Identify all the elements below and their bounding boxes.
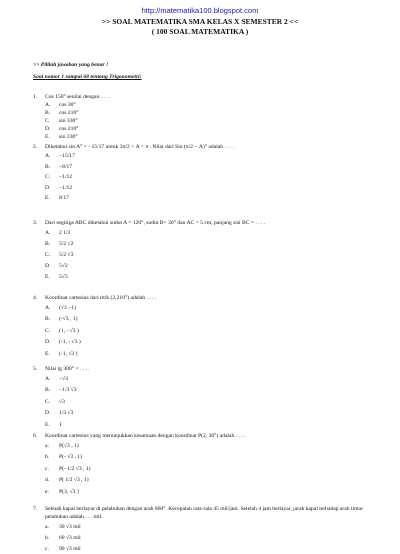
option-letter: A. <box>45 304 51 311</box>
answer-option <box>45 408 378 420</box>
option-text: (1, - √3 ) <box>59 327 79 334</box>
answer-option <box>45 486 378 498</box>
answer-option <box>45 452 378 464</box>
option-text: cos 210° <box>59 110 79 116</box>
option-text: sin 330° <box>59 134 78 140</box>
answer-option <box>45 183 378 194</box>
option-text: P(- 1/2 √3 , 1) <box>59 465 91 472</box>
option-letter: a. <box>45 442 49 449</box>
option-letter: E. <box>45 195 50 202</box>
option-text: 30 √3 mil <box>59 523 81 530</box>
answer-option <box>45 373 378 385</box>
option-text: (-√3 , 1) <box>59 316 78 323</box>
option-letter: B. <box>45 240 51 247</box>
question-stem <box>33 219 378 227</box>
option-text: (-1, - √3 ) <box>59 339 81 346</box>
answer-options <box>45 151 378 204</box>
answer-options <box>45 521 378 554</box>
answer-option <box>45 249 378 260</box>
answer-option <box>45 117 378 125</box>
option-letter: C. <box>45 327 51 334</box>
question-5 <box>33 365 378 431</box>
option-text: cos 210° <box>59 126 79 132</box>
option-letter: D. <box>45 262 51 269</box>
option-text: (√3 ,-1) <box>59 304 77 311</box>
answer-option <box>45 133 378 141</box>
option-text: 5/2 √3 <box>59 251 74 258</box>
answer-option <box>45 151 378 162</box>
option-text: P(√3 , 1) <box>59 442 79 449</box>
answer-option <box>45 101 378 109</box>
question-stem <box>33 505 378 521</box>
answer-option <box>45 385 378 397</box>
answer-options <box>45 373 378 431</box>
option-letter: C. <box>45 398 51 405</box>
document-title: >> SOAL MATEMATIKA SMA KELAS X SEMESTER 2 << <box>101 17 299 26</box>
answer-option <box>45 227 378 238</box>
section-heading: Soal nomor 1 sampai 68 tentang Trigonometri: <box>33 74 142 80</box>
option-letter: b. <box>45 534 50 541</box>
option-text: P(3, √3 ) <box>59 488 79 495</box>
option-letter: C. <box>45 251 51 258</box>
answer-option <box>45 440 378 452</box>
option-letter: B. <box>45 163 51 170</box>
answer-option <box>45 109 378 117</box>
option-text: √3 <box>59 398 65 405</box>
question-text: Koordinat cartesius dari titik (2,210°) adalah . . . . <box>45 295 157 301</box>
question-number: 5. <box>33 366 38 372</box>
option-letter: A. <box>45 153 51 160</box>
option-text: 2 1/2 <box>59 229 71 236</box>
option-text: 60 √3 mil <box>59 534 81 541</box>
question-stem <box>33 365 378 373</box>
option-letter: d. <box>45 477 50 484</box>
option-letter: C. <box>45 174 51 181</box>
question-stem <box>33 432 378 440</box>
question-stem <box>33 93 378 101</box>
option-letter: D. <box>45 184 51 191</box>
option-letter: B. <box>45 316 51 323</box>
option-letter: E. <box>45 273 50 280</box>
question-text: Nilai tg 300° = . . . . <box>45 366 90 372</box>
answer-options <box>45 302 378 360</box>
answer-options <box>45 101 378 141</box>
option-letter: D. <box>45 339 51 346</box>
question-1 <box>33 93 378 141</box>
option-letter: D. <box>45 126 51 132</box>
option-text: −1/3 √3 <box>59 387 77 394</box>
question-4 <box>33 294 378 360</box>
question-text: Diketahui sin A° = −15/17 untuk 3π/2 < A < π . Nilai dari Sin (π/2 − A)° adalah . . . . <box>45 144 235 150</box>
option-text: sin 330° <box>59 118 78 124</box>
instruction-text: >> Pililah jawaban yang benar ! <box>33 62 109 68</box>
answer-option <box>45 162 378 173</box>
answer-option <box>45 543 378 554</box>
option-letter: B. <box>45 387 51 394</box>
question-3 <box>33 219 378 282</box>
answer-option <box>45 325 378 337</box>
question-2 <box>33 143 378 204</box>
option-letter: e. <box>45 488 49 495</box>
option-text: −√3 <box>59 375 69 382</box>
question-number: 2. <box>33 144 38 150</box>
option-letter: D. <box>45 410 51 417</box>
question-stem <box>33 143 378 151</box>
question-text: Dari segitiga ABC diketahui sudut A = 120°, sudut B= 30° dan AC = 5 cm, panjang sisi BC = . . . . <box>45 220 266 226</box>
option-letter: b. <box>45 454 50 461</box>
option-text: cos 30° <box>59 102 76 108</box>
option-text: 5√3 <box>59 273 68 280</box>
answer-option <box>45 302 378 314</box>
answer-option <box>45 337 378 349</box>
option-letter: A. <box>45 229 51 236</box>
option-letter: c. <box>45 465 49 472</box>
option-letter: E. <box>45 421 50 428</box>
option-text: P(- √3 , 1) <box>59 454 82 461</box>
option-text: P( 1/2 √3 , 1) <box>59 477 89 484</box>
option-letter: A. <box>45 375 51 382</box>
option-letter: E. <box>45 134 50 140</box>
option-text: 1 <box>59 421 62 428</box>
question-number: 6. <box>33 433 38 439</box>
option-text: −8/17 <box>59 163 73 170</box>
answer-option <box>45 172 378 183</box>
question-number: 7. <box>33 506 38 512</box>
option-text: 8/17 <box>59 195 69 202</box>
answer-option <box>45 193 378 204</box>
option-letter: a. <box>45 523 49 530</box>
answer-option <box>45 125 378 133</box>
option-text: −1/12 <box>59 174 73 181</box>
question-number: 3. <box>33 220 38 226</box>
answer-option <box>45 521 378 532</box>
answer-options <box>45 440 378 498</box>
answer-option <box>45 238 378 249</box>
option-letter: E. <box>45 350 50 357</box>
option-text: 1/3 √3 <box>59 410 74 417</box>
question-6 <box>33 432 378 498</box>
question-stem <box>33 294 378 302</box>
question-text: Cos 150° senilai dengan . . . . <box>45 94 111 100</box>
option-text: 90 √3 mil <box>59 545 81 552</box>
question-number: 4. <box>33 295 38 301</box>
question-text: Sebuah kapal berlayar di pelabuhan dengan arah 060°. Kecepatan rata-rata 45 mil/jam. Setelah 4 jam berlayar, jarak kapal terhadap arah timur pelabuhan adalah . . . mil. <box>45 506 364 520</box>
answer-option <box>45 463 378 475</box>
option-text: −1/12 <box>59 184 73 191</box>
answer-option <box>45 348 378 360</box>
answer-option <box>45 475 378 487</box>
question-text: Koordinat cartesius yang menunjukkan kesamaan dengan koordinat P(2, 30°) adalah . . . . <box>45 433 246 439</box>
option-letter: C. <box>45 118 51 124</box>
document-subtitle: ( 100 SOAL MATEMATIKA ) <box>151 27 249 36</box>
answer-option <box>45 260 378 271</box>
question-7 <box>33 505 378 554</box>
answer-option <box>45 532 378 543</box>
answer-option <box>45 419 378 431</box>
answer-option <box>45 314 378 326</box>
option-text: (-1, √3 ) <box>59 350 78 357</box>
option-letter: c. <box>45 545 49 552</box>
option-letter: B. <box>45 110 51 116</box>
option-text: 5√2 <box>59 262 68 269</box>
option-text: −15/17 <box>59 153 75 160</box>
answer-options <box>45 227 378 282</box>
question-number: 1. <box>33 94 38 100</box>
source-url[interactable]: http://matematika100.blogspot.com <box>141 6 259 15</box>
option-letter: A. <box>45 102 51 108</box>
answer-option <box>45 396 378 408</box>
option-text: 5/2 √2 <box>59 240 74 247</box>
answer-option <box>45 271 378 282</box>
